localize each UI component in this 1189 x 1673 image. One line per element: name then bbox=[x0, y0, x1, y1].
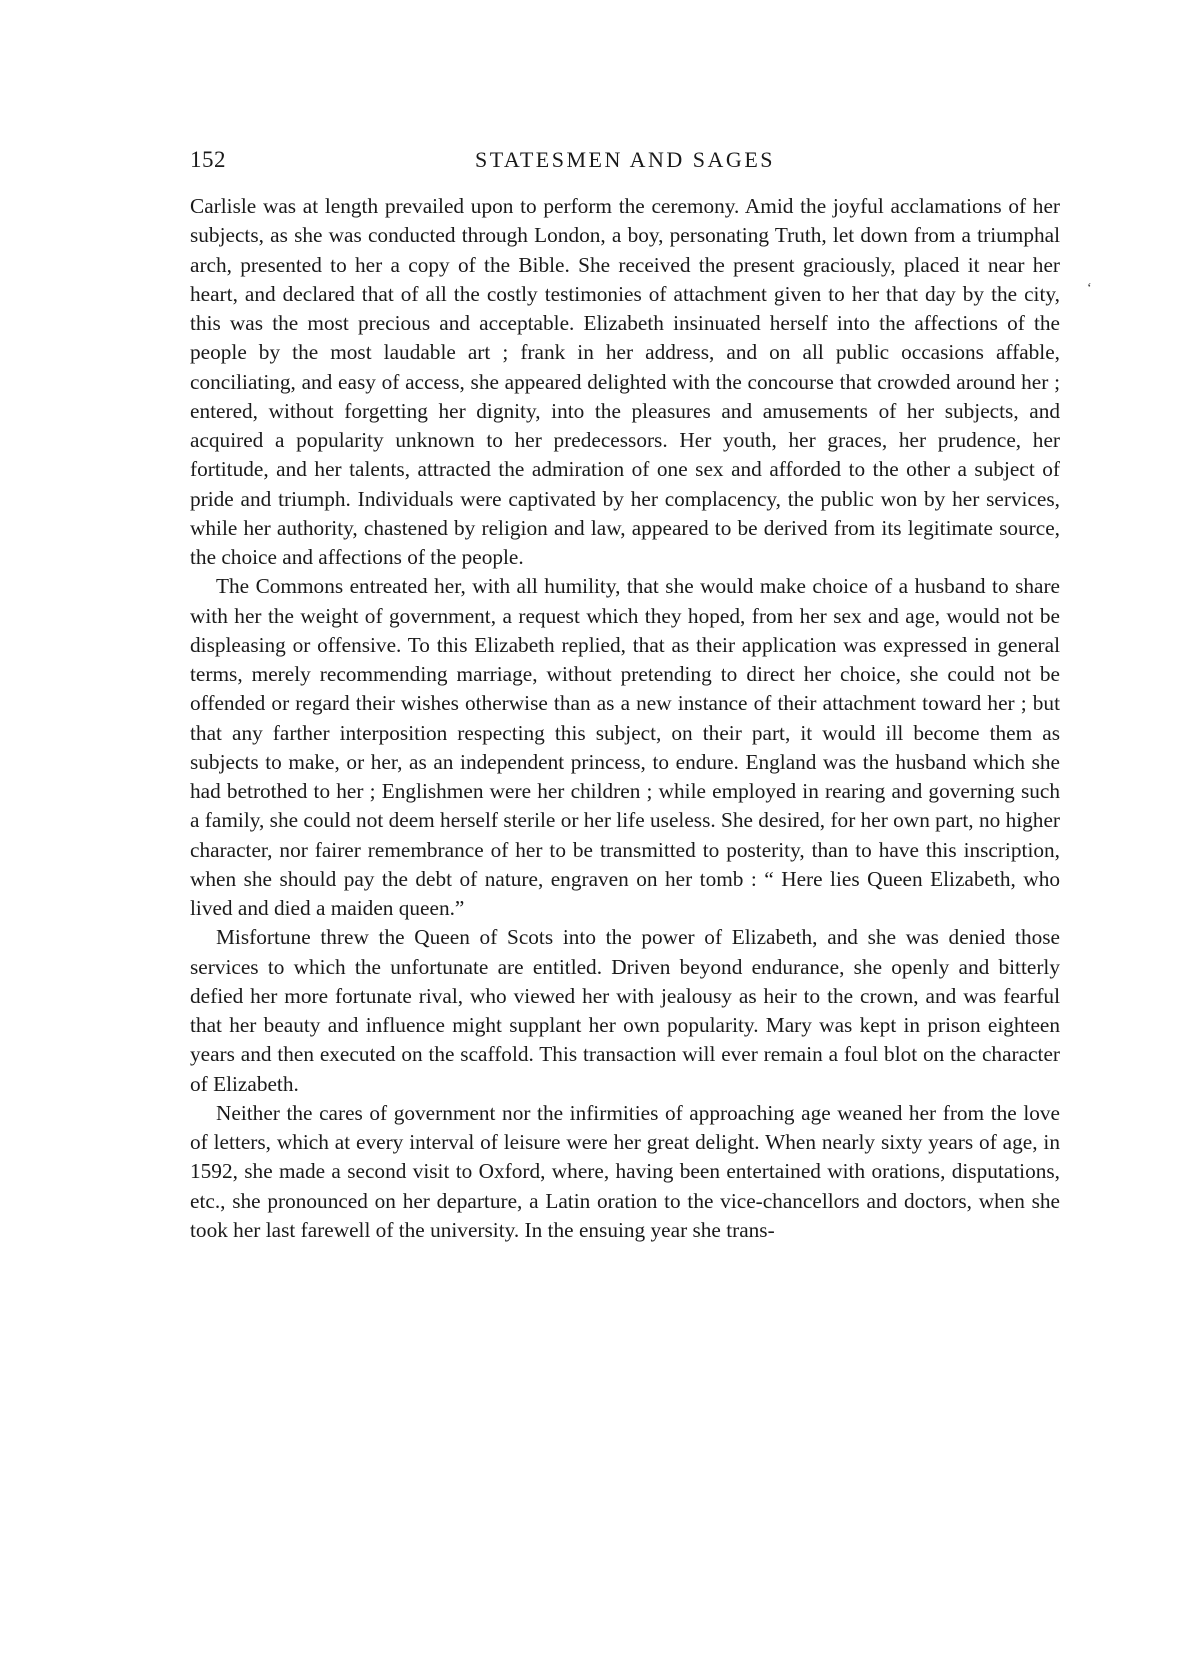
margin-mark: ‘ bbox=[1087, 281, 1092, 296]
paragraph-3: Misfortune threw the Queen of Scots into the power of Elizabeth, and she was denied those services to which the unfortunate are entitled. Driven beyond endurance, she openly and bitterly defied her more fortunate rival, who viewed her with jealousy as heir to the crown, and was fearful that her beauty and influence might supplant her own popularity. Mary was kept in prison eighteen years and then executed on the scaffold. This transaction will ever remain a foul blot on the character of Elizabeth. bbox=[190, 925, 1060, 1096]
paragraph-4: Neither the cares of government nor the infirmities of approaching age weaned her from the love of letters, which at every interval of leisure were her great delight. When nearly sixty years of age, in 1592, she made a second visit to Oxford, where, having been entertained with orations, disputations, etc., she pronounced on her departure, a Latin oration to the vice-chancellors and doctors, when she took her last farewell of the university. In the ensuing year she trans- bbox=[190, 1100, 1060, 1242]
page-header bbox=[190, 147, 1060, 177]
running-head: STATESMEN AND SAGES bbox=[475, 147, 775, 172]
paragraph-2: The Commons entreated her, with all humility, that she would make choice of a husband to share with her the weight of government, a request which they hoped, from her sex and age, would not be displeasing or offensive. To this Elizabeth replied, that as their application was expressed in general terms, merely recommending marriage, without pretending to direct her choice, she could not be offended or regard their wishes otherwise than as a new instance of their attachment toward her ; but that any farther interposition respecting this subject, on their part, it would ill become them as subjects to make, or her, as an independent princess, to endure. England was the husband which she had betrothed to her ; Englishmen were her children ; while employed in rearing and governing such a family, she could not deem herself sterile or her life useless. She desired, for her own part, no higher character, nor fairer remembrance of her to be transmitted to posterity, than to have this inscription, when she should pay the debt of nature, engraven on her tomb : “ Here lies Queen Elizabeth, who lived and died a maiden queen.” bbox=[190, 574, 1060, 920]
page-number: 152 bbox=[190, 147, 226, 172]
paragraph-1: Carlisle was at length prevailed upon to perform the ceremony. Amid the joyful acclamations of her subjects, as she was conducted through London, a boy, personating Truth, let down from a triumphal arch, presented to her a copy of the Bible. She received the present graciously, placed it near her heart, and declared that of all the costly testimonies of attachment given to her that day by the city, this was the most precious and acceptable. Elizabeth insinuated herself into the affections of the people by the most laudable art ; frank in her address, and on all public occasions affable, conciliating, and easy of access, she appeared delighted with the concourse that crowded around her ; entered, without forgetting her dignity, into the pleasures and amusements of her subjects, and acquired a popularity unknown to her predecessors. Her youth, her graces, her prudence, her fortitude, and her talents, attracted the admiration of one sex and afforded to the other a subject of pride and triumph. Individuals were captivated by her complacency, the public won by her services, while her authority, chastened by religion and law, appeared to be derived from its legitimate source, the choice and affections of the people. bbox=[190, 194, 1060, 569]
body-text bbox=[190, 192, 1060, 1245]
